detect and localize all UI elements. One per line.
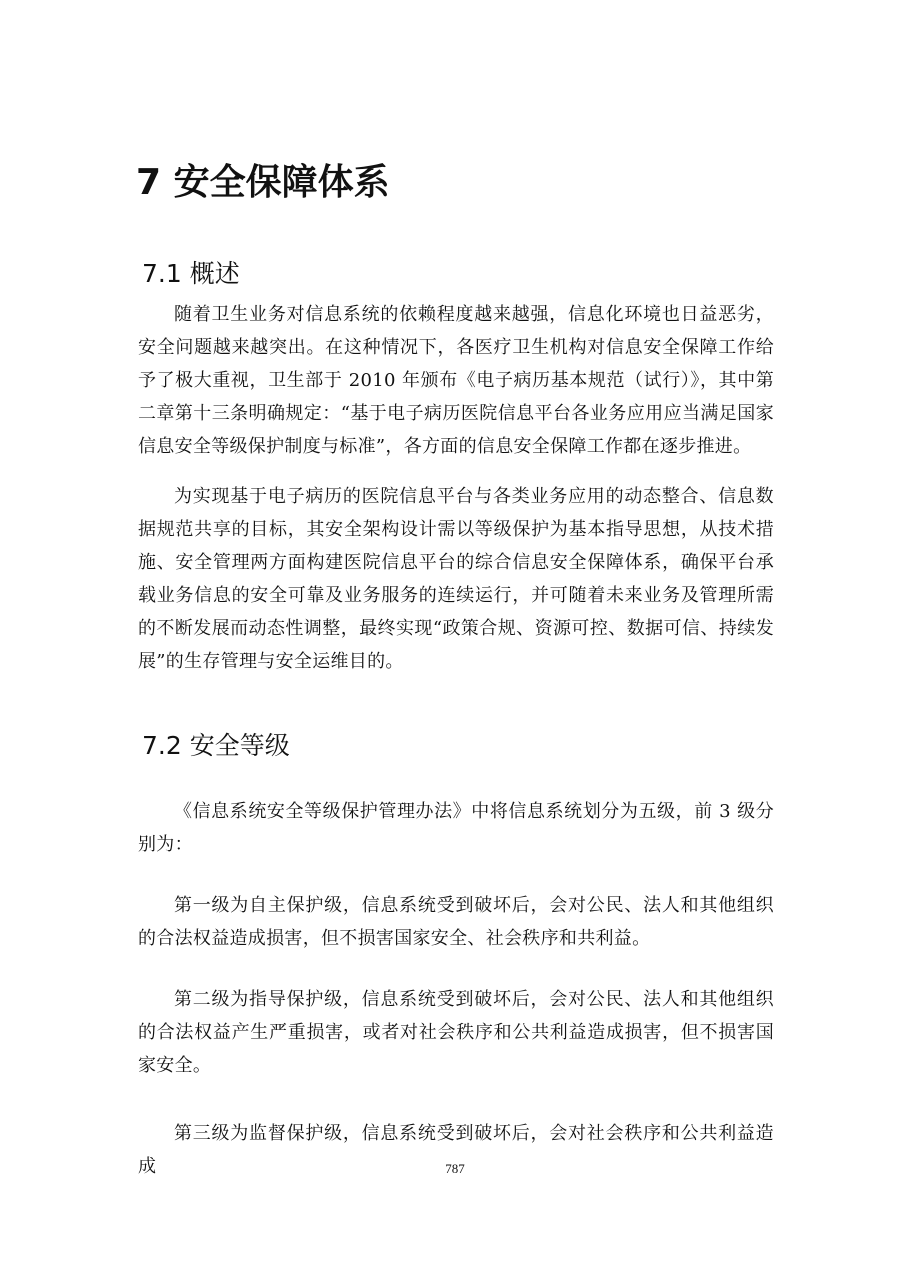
chapter-title: 7 安全保障体系 xyxy=(136,162,390,203)
paragraph-overview-2: 为实现基于电子病历的医院信息平台与各类业务应用的动态整合、信息数据规范共享的目标，其安全架构设计需以等级保护为基本指导思想，从技术措施、安全管理两方面构建医院信息平台的综合信息安全保障体系，确保平台承载业务信息的安全可靠及业务服务的连续运行，并可随着未来业务及管理所需的不断发展而动态性调整，最终实现“政策合规、资源可控、数据可信、持续发展”的生存管理与安全运维目的。 xyxy=(138,486,774,672)
paragraph-level-2: 第二级为指导保护级，信息系统受到破坏后，会对公民、法人和其他组织的合法权益产生严重损害，或者对社会秩序和公共利益造成损害，但不损害国家安全。 xyxy=(138,989,774,1076)
paragraph-level-3: 第三级为监督保护级，信息系统受到破坏后，会对社会秩序和公共利益造成 xyxy=(138,1123,774,1177)
paragraph-overview-1: 随着卫生业务对信息系统的依赖程度越来越强，信息化环境也日益恶劣，安全问题越来越突出。在这种情况下，各医疗卫生机构对信息安全保障工作给予了极大重视，卫生部于 2010 年颁布《电子病历基本规范（试行）》，其中第二章第十三条明确规定：“基于电子病历医院信息平台各业务应用应当满足国家信息安全等级保护制度与标准”，各方面的信息安全保障工作都在逐步推进。 xyxy=(138,304,774,457)
section-heading-overview: 7.1 概述 xyxy=(142,259,240,288)
paragraph-level-1: 第一级为自主保护级，信息系统受到破坏后，会对公民、法人和其他组织的合法权益造成损害，但不损害国家安全、社会秩序和共利益。 xyxy=(138,895,774,949)
paragraph-levels-intro: 《信息系统安全等级保护管理办法》中将信息系统划分为五级，前 3 级分别为： xyxy=(138,801,774,855)
section-heading-security-levels: 7.2 安全等级 xyxy=(142,731,290,760)
page-number: 787 xyxy=(445,1161,465,1176)
